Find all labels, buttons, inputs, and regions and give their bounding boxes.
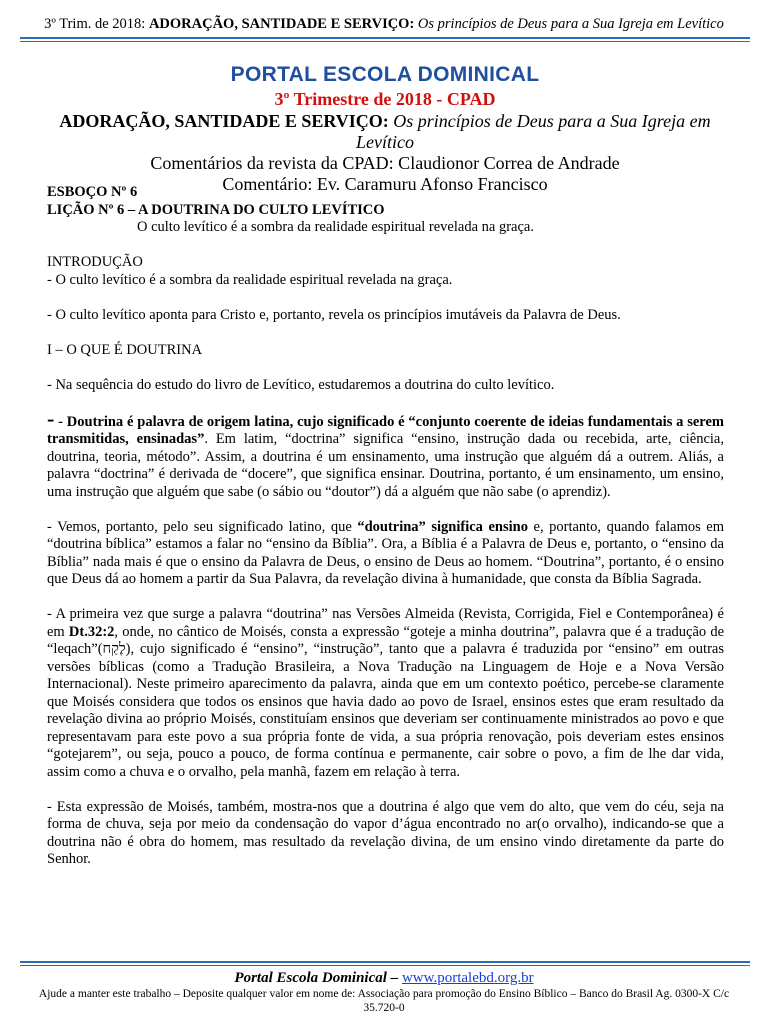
footer-link[interactable]: www.portalebd.org.br xyxy=(401,970,534,986)
intro-heading: INTRODUÇÃO xyxy=(47,254,143,270)
header-prefix: 3º Trim. de 2018: xyxy=(44,16,149,32)
subtitle-italic: Os princípios de Deus para a Sua Igreja em Levítico xyxy=(356,111,711,152)
document-body xyxy=(47,184,724,869)
section-paragraph-1: - Na sequência do estudo do livro de Levítico, estudaremos a doutrina do culto levítico. xyxy=(47,376,555,393)
footer-rule-thin xyxy=(20,965,750,966)
intro-paragraph-1: - O culto levítico é a sombra da realidade espiritual revelada na graça. xyxy=(47,271,453,288)
p3-a: - Vemos, portanto, pelo seu significado latino, que xyxy=(47,518,358,535)
esboco-heading: ESBOÇO Nº 6 xyxy=(47,184,138,200)
p3-bold: “doutrina” significa ensino xyxy=(357,518,528,535)
section-paragraph-3 xyxy=(47,519,724,589)
footer-title xyxy=(30,969,738,987)
intro-paragraph-2: - O culto levítico aponta para Cristo e, portanto, revela os princípios imutáveis da Palavra de Deus. xyxy=(47,306,621,323)
footer-title-text: Portal Escola Dominical – xyxy=(234,970,402,986)
licao-heading: LIÇÃO Nº 6 – A DOUTRINA DO CULTO LEVÍTICO xyxy=(47,201,385,218)
section-paragraph-5: - Esta expressão de Moisés, também, mostra-nos que a doutrina é algo que vem do alto, que vem do céu, seja na forma de chuva, seja por meio da condensação do vapor d’água encontrado no ar(o orvalho), indicando-se que a doutrina não é obra do homem, mas resultado da revelação divina, de um ensino vindo diretamente da parte do Senhor. xyxy=(47,798,724,867)
header-bold: ADORAÇÃO, SANTIDADE E SERVIÇO: xyxy=(148,16,415,32)
title-block xyxy=(40,62,730,195)
header-italic: Os princípios de Deus para a Sua Igreja em Levítico xyxy=(414,16,724,32)
footer xyxy=(30,969,738,1015)
comentarios-line: Comentários da revista da CPAD: Claudionor Correa de Andrade xyxy=(150,153,620,173)
p4-a: - A primeira vez que surge a palavra “doutrina” nas Versões Almeida (Revista, Corrigida, Fiel e Contemporânea) é em xyxy=(47,606,724,640)
footer-donation-line: Ajude a manter este trabalho – Deposite qualquer valor em nome de: Associação para promoção do Ensino Bíblico – Banco do Brasil Ag. 0300-X C/c 35.720-0 xyxy=(38,988,730,1014)
portal-title: PORTAL ESCOLA DOMINICAL xyxy=(230,63,540,86)
header-rule-thin xyxy=(20,41,750,42)
section-paragraph-4 xyxy=(47,606,724,781)
footer-rule xyxy=(20,961,750,963)
lesson-subtitle xyxy=(40,111,730,153)
section-paragraph-2 xyxy=(47,405,724,502)
header-rule xyxy=(20,37,750,39)
lesson-lead: O culto levítico é a sombra da realidade espiritual revelada na graça. xyxy=(137,219,534,235)
doutrina-definition: - Doutrina é palavra de origem latina, cujo significado é “conjunto coerente de ideias fundamentais a serem transmitidas, ensinadas” xyxy=(47,413,724,447)
big-dash: - xyxy=(47,405,55,431)
p2-rest: . Em latim, “doctrina” significa “ensino, instrução dada ou recebida, arte, ciência, doutrina, teoria, método”. Assim, a doutrina é um ensinamento, uma instrução que alguém dá a outrem. Aliás, a palavra “doctrina” é derivada de “docere”, que significa ensinar. Doutrina, portanto, é um ensinamento, um ensino, uma instrução que alguém que sabe (o sábio ou “doutor”) dá a alguém que não sabe (o aprendiz). xyxy=(47,431,724,500)
comentario-line: Comentário: Ev. Caramuru Afonso Francisco xyxy=(222,174,548,194)
trimestre-line: 3º Trimestre de 2018 - CPAD xyxy=(274,89,496,109)
section-heading: I – O QUE É DOUTRINA xyxy=(47,341,203,358)
p4-bold: Dt.32:2 xyxy=(68,623,115,640)
subtitle-bold: ADORAÇÃO, SANTIDADE E SERVIÇO: xyxy=(59,111,389,131)
p4-b: , onde, no cântico de Moisés, consta a expressão “goteje a minha doutrina”, palavra que é a tradução de “leqach”(לֶקַח), cujo significado é “ensino”, “instrução”, tanto que a palavra é traduzida por “ensino” em outras versões bíblicas (como a Tradução Brasileira, a Nova Tradução na Linguagem de Hoje e a Nova Versão Internacional). Neste primeiro aparecimento da palavra, ainda que em um contexto poético, percebe-se claramente que Moisés considera que todos os ensinos que havia dado ao povo de Israel, ensinos estes que eram resultado da revelação divina ao próprio Moisés, constituíam ensinos que deveriam ser continuamente ministrados ao povo e que representavam para este povo a sua própria fonte de vida, a sua própria renovação, pois deveriam estes ensinos “gotejarem”, ou seja, pouco a pouco, de forma contínua e permanente, cair sobre o povo, a fim de lhe dar vida, assim como a chuva e o orvalho, pela manhã, fazem em relação à terra. xyxy=(47,623,725,780)
running-header xyxy=(20,16,748,33)
p3-b: e, portanto, quando falamos em “doutrina bíblica” estamos a falar no “ensino da Bíblia”. Ora, a Bíblia é a Palavra de Deus e, portanto, o “ensino da Bíblia” nada mais é que o ensino da Palavra de Deus, o ensino de Deus ao homem. “Doutrina”, portanto, é o ensino que Deus dá ao homem a partir da Sua Palavra, da revelação divina à humanidade, que consta da Bíblia Sagrada. xyxy=(47,518,725,587)
